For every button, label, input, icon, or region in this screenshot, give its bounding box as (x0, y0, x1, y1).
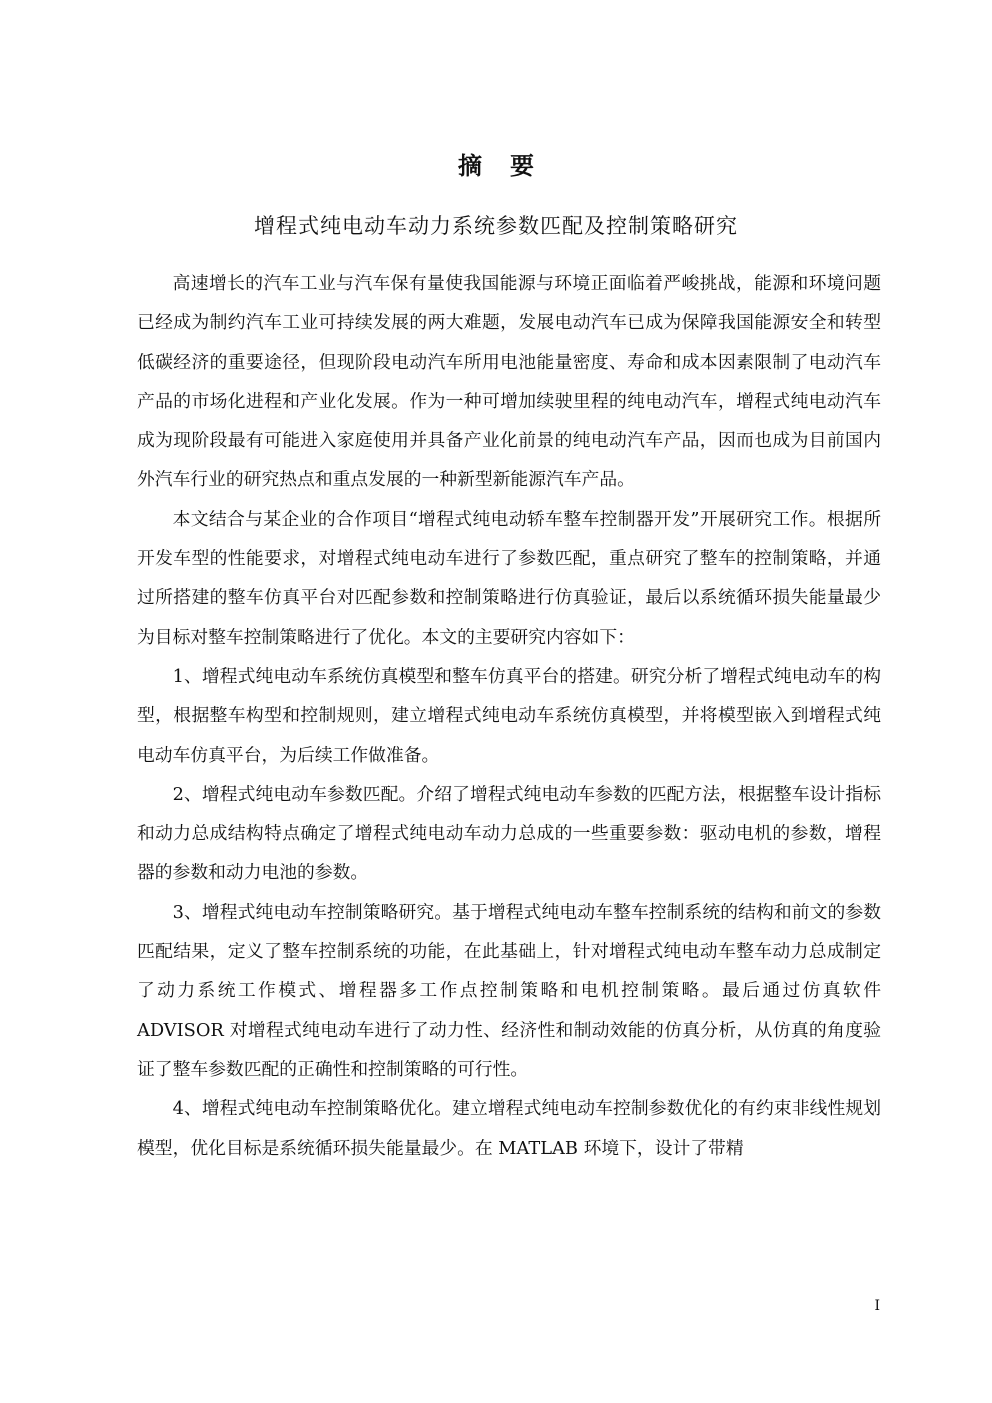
paragraph-project: 本文结合与某企业的合作项目“增程式纯电动轿车整车控制器开发”开展研究工作。根据所开发车型的性能要求，对增程式纯电动车进行了参数匹配，重点研究了整车的控制策略，并通过所搭建的整车仿真平台对匹配参数和控制策略进行仿真验证，最后以系统循环损失能量最少为目标对整车控制策略进行了优化。本文的主要研究内容如下： (137, 508, 881, 648)
paragraph-item-3: 3、增程式纯电动车控制策略研究。基于增程式纯电动车整车控制系统的结构和前文的参数匹配结果，定义了整车控制系统的功能，在此基础上，针对增程式纯电动车整车动力总成制定了动力系统工作模式、增程器多工作点控制策略和电机控制策略。最后通过仿真软件 ADVISOR 对增程式纯电动车进行了动力性、经济性和制动效能的仿真分析，从仿真的角度验证了整车参数匹配的正确性和控制策略的可行性。 (137, 901, 881, 1080)
abstract-body (137, 264, 881, 1168)
abstract-heading (0, 146, 992, 186)
abstract-heading-char-2: 要 (510, 151, 534, 180)
thesis-title: 增程式纯电动车动力系统参数匹配及控制策略研究 (254, 214, 738, 238)
paragraph-intro: 高速增长的汽车工业与汽车保有量使我国能源与环境正面临着严峻挑战，能源和环境问题已经成为制约汽车工业可持续发展的两大难题，发展电动汽车已成为保障我国能源安全和转型低碳经济的重要途径，但现阶段电动汽车所用电池能量密度、寿命和成本因素限制了电动汽车产品的市场化进程和产业化发展。作为一种可增加续驶里程的纯电动汽车，增程式纯电动汽车成为现阶段最有可能进入家庭使用并具备产业化前景的纯电动汽车产品，因而也成为目前国内外汽车行业的研究热点和重点发展的一种新型新能源汽车产品。 (137, 273, 881, 491)
abstract-heading-char-1: 摘 (458, 151, 482, 180)
paragraph-item-4: 4、增程式纯电动车控制策略优化。建立增程式纯电动车控制参数优化的有约束非线性规划模型，优化目标是系统循环损失能量最少。在 MATLAB 环境下，设计了带精 (137, 1098, 881, 1159)
paragraph-item-1: 1、增程式纯电动车系统仿真模型和整车仿真平台的搭建。研究分析了增程式纯电动车的构型，根据整车构型和控制规则，建立增程式纯电动车系统仿真模型，并将模型嵌入到增程式纯电动车仿真平台，为后续工作做准备。 (137, 665, 881, 766)
page-number: I (874, 1298, 880, 1314)
paragraph-item-2: 2、增程式纯电动车参数匹配。介绍了增程式纯电动车参数的匹配方法，根据整车设计指标和动力总成结构特点确定了增程式纯电动车动力总成的一些重要参数：驱动电机的参数，增程器的参数和动力电池的参数。 (137, 783, 881, 884)
